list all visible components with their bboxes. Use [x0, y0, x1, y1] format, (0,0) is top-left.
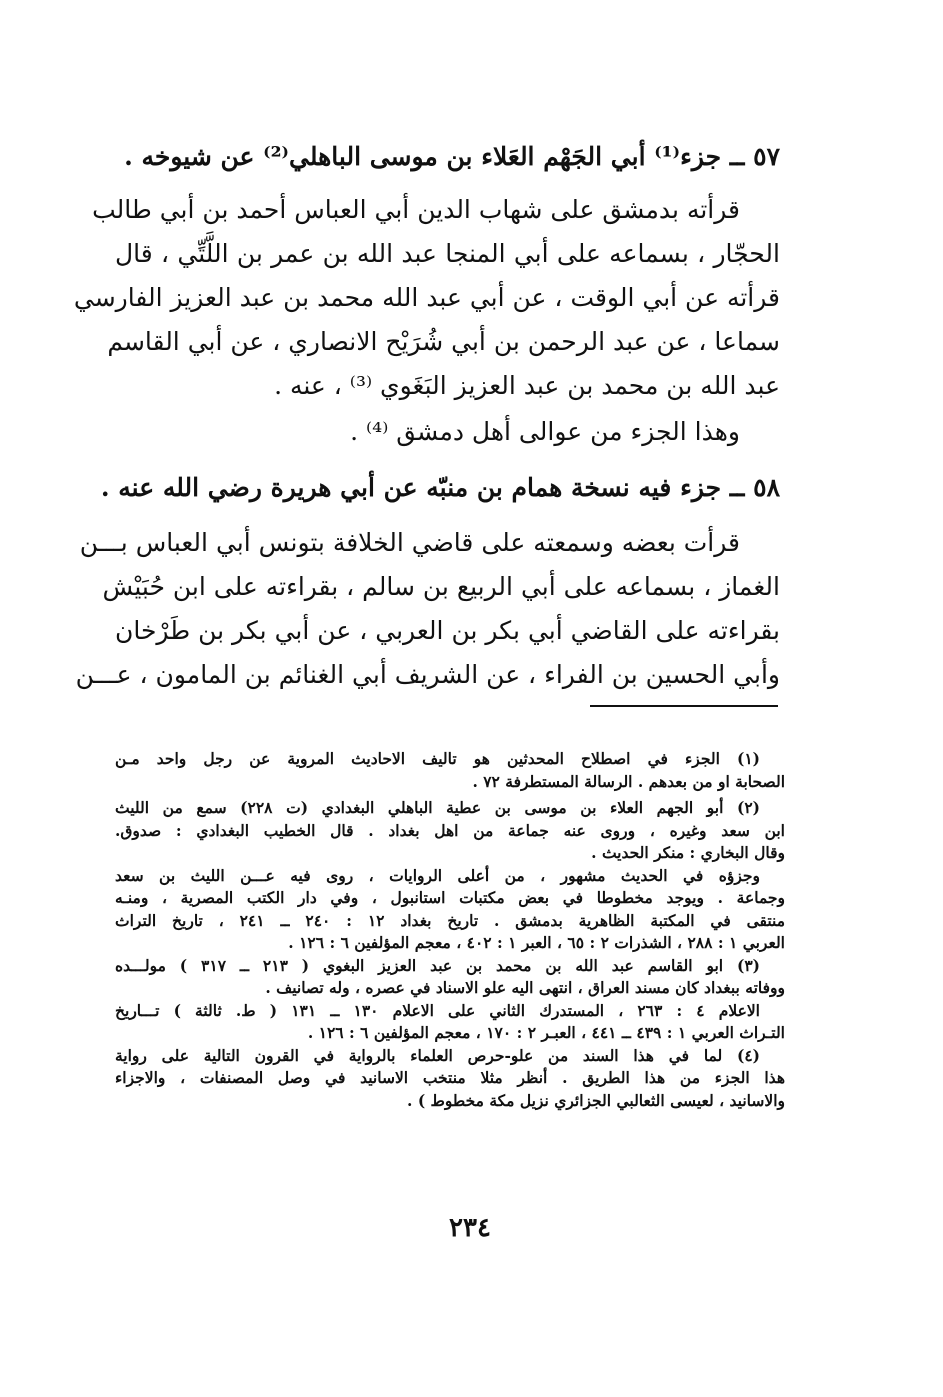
footnote-line: ووفاته ببغداد كان مسند العراق ، انتهى اليه علو الاسناد في عصره ، وله تصانيف .: [265, 978, 785, 997]
body-line: وأبي الحسين بن الفراء ، عن الشريف أبي الغنائم بن المامون ، عـــن: [75, 660, 780, 689]
body-line: عبد الله بن محمد بن عبد العزيز البَغَوي ⁽³⁾ ، عنه .: [274, 371, 780, 400]
footnote-line: وجزؤه في الحديث مشهور ، من أعلى الروايات ، روى فيه عـــن الليث بن سعد: [115, 865, 760, 885]
body-line: قرأته بدمشق على شهاب الدين أبي العباس أحمد بن أبي طالب: [92, 195, 740, 224]
body-line: الغماز ، بسماعه على أبي الربيع بن سالم ، بقراءته على ابن حُبَيْش: [102, 572, 780, 601]
entry-58-body: [75, 523, 780, 695]
entry-heading: ٥٨ ــ جزء فيه نسخة همام بن منبّه عن أبي هريرة رضي الله عنه .: [100, 473, 780, 502]
entry-58: [100, 468, 780, 508]
footnote-line: وقال البخاري : منكر الحديث .: [591, 843, 785, 862]
footnote-line: هذا الجزء من هذا الطريق . أنظر مثلا منتخب الاسانيد في وصل المصنفات ، والاجزاء: [115, 1068, 785, 1087]
footnote-line: الصحابة او من بعدهم . الرسالة المستطرفة ٧٢ .: [472, 771, 785, 791]
footnotes: [115, 748, 785, 1112]
entry-57-body: [73, 190, 780, 406]
footnote-line: وجماعة . ويوجد مخطوطا في بعض مكتبات استانبول ، وفي دار الكتب المصرية ، ومنـه: [115, 888, 785, 907]
footnote-line: العربي ١ : ٢٨٨ ، الشذرات ٢ : ٦٥ ، العبر ١ : ٤٠٢ ، معجم المؤلفين ٦ : ١٢٦ .: [288, 933, 785, 952]
footnote-line: والاسانيد ، لعيسى الثعالبي الجزائري نزيل مكة مخطوط ) .: [407, 1090, 785, 1110]
body-line: قرأت بعضه وسمعته على قاضي الخلافة بتونس أبي العباس بـــن: [79, 528, 740, 557]
entry-heading: ٥٧ ــ جزء⁽¹⁾ أبي الجَهْم العَلاء بن موسى الباهلي⁽²⁾ عن شيوخه .: [124, 142, 780, 171]
footnote-line: منتقى في المكتبة الظاهرية بدمشق . تاريخ بغداد ١٢ : ٢٤٠ ــ ٢٤١ ، تاريخ التراث: [115, 910, 786, 930]
footnote-line: الاعلام ٤ : ٢٦٣ ، المستدرك الثاني على الاعلام ١٣٠ ــ ١٣١ ( ط. ثالثة ) تـــاريخ: [115, 1000, 760, 1020]
body-line: سماعا ، عن عبد الرحمن بن أبي شُرَيْح الانصاري ، عن أبي القاسم: [107, 327, 780, 356]
page-number: ٢٣٤: [449, 1213, 491, 1243]
entry-57-note: [115, 412, 780, 452]
footnote-line: (٢) أبو الجهم العلاء بن موسى بن عطية الباهلي البغدادي (ت ٢٢٨) سمع من الليث: [115, 798, 760, 817]
entry-57: [115, 137, 780, 177]
footnote-line: (٣) ابو القاسم عبد الله بن محمد بن عبد العزيز البغوي ( ٢١٣ ــ ٣١٧ ) مولـــده: [115, 955, 761, 975]
footnote-separator: [590, 705, 778, 707]
footnote-line: التـراث العربي ١ : ٤٣٩ ــ ٤٤١ ، العبـر ٢ : ١٧٠ ، معجم المؤلفين ٦ : ١٢٦ .: [307, 1023, 785, 1042]
body-line: الحجّار ، بسماعه على أبي المنجا عبد الله بن عمر بن اللَّتِّي ، قال: [115, 239, 780, 268]
body-line: قرأته عن أبي الوقت ، عن أبي عبد الله محمد بن عبد العزيز الفارسي: [73, 283, 780, 312]
footnote-line: (١) الجزء في اصطلاح المحدثين هو تاليف الاحاديث المروية عن رجل واحد مـن: [115, 749, 760, 768]
body-line: وهذا الجزء من عوالى أهل دمشق ⁽⁴⁾ .: [350, 417, 740, 446]
body-line: بقراءته على القاضي أبي بكر بن العربي ، عن أبي بكر بن طَرْخان: [115, 616, 780, 645]
footnote-line: ابن سعد وغيره ، وروى عنه جماعة من اهل بغداد . قال الخطيب البغدادي : صدوق.: [115, 820, 785, 840]
footnote-line: (٤) لما في هذا السند من علو-حرص العلماء بالرواية في القرون التالية على رواية: [115, 1045, 760, 1065]
